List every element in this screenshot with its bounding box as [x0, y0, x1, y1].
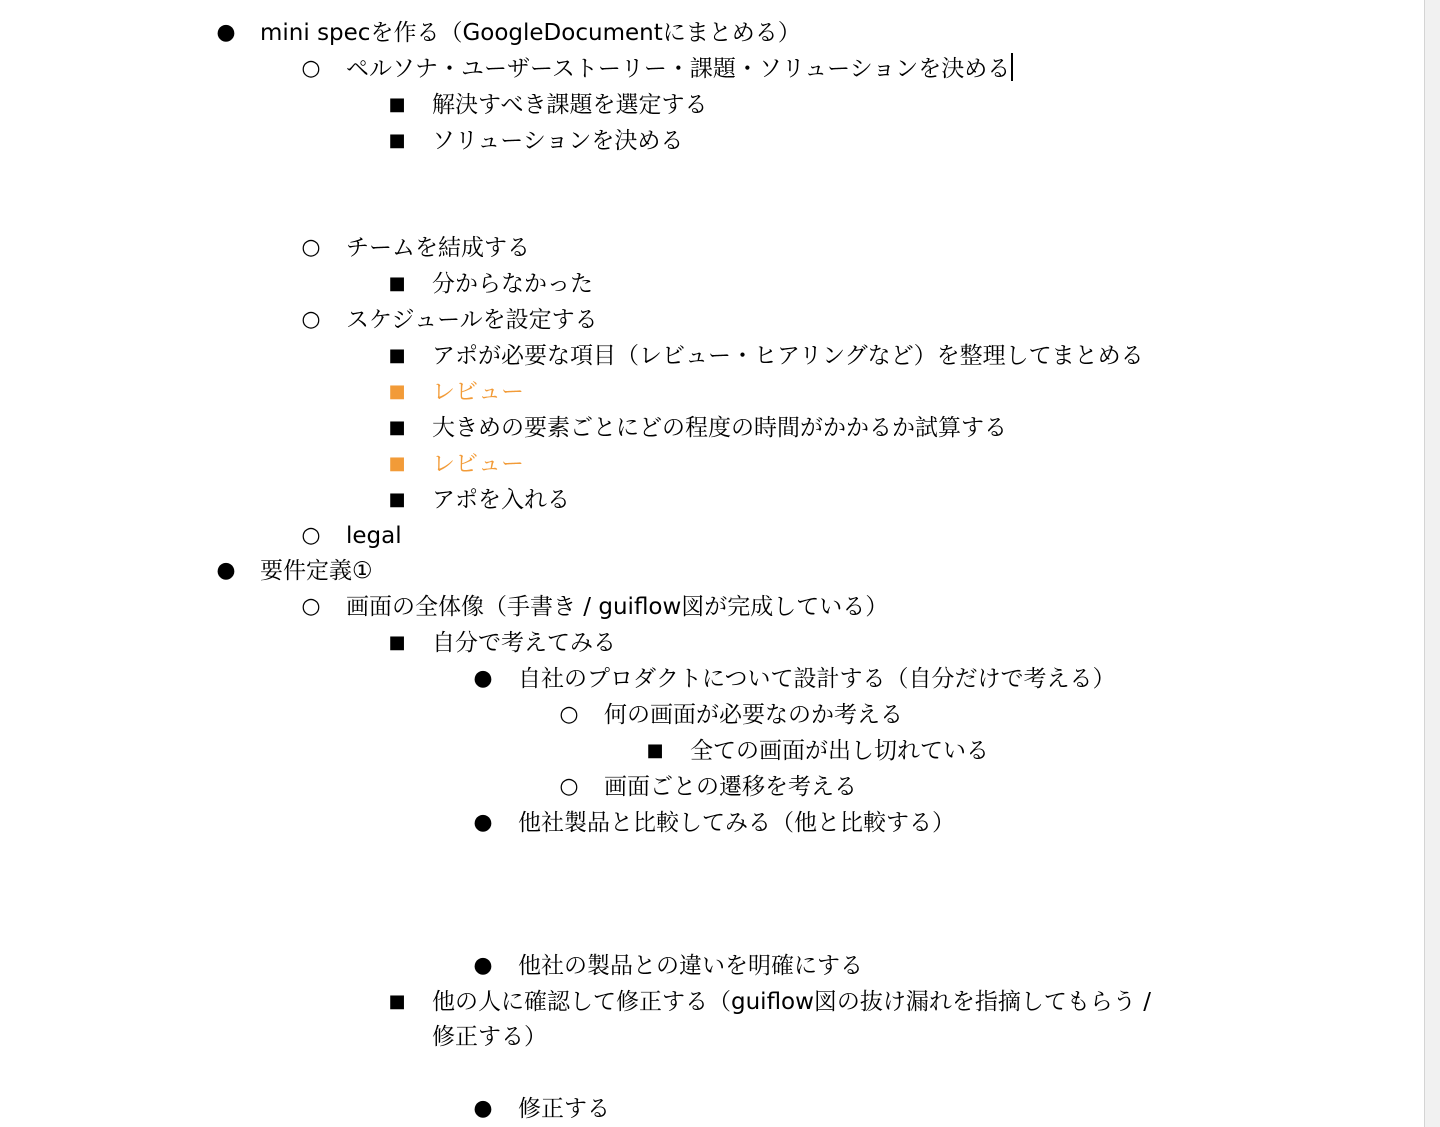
list-item-text[interactable]: mini specを作る（GoogleDocumentにまとめる） [260, 20, 801, 46]
list-item-text[interactable]: 画面の全体像（手書き / guiflow図が完成している） [346, 594, 889, 620]
list-item-text[interactable]: 分からなかった [432, 271, 593, 297]
list-item-text[interactable]: 自社のプロダクトについて設計する（自分だけで考える） [518, 666, 1116, 692]
bullet-square-icon: ■ [388, 417, 406, 438]
bullet-square-icon: ■ [388, 381, 406, 402]
bullet-square-icon: ■ [388, 489, 406, 510]
bullet-circle-icon: ○ [559, 702, 579, 727]
list-item-text[interactable]: 解決すべき課題を選定する [432, 92, 708, 118]
list-item-text[interactable]: 何の画面が必要なのか考える [604, 702, 903, 728]
list-item-text[interactable]: 全ての画面が出し切れている [690, 738, 989, 764]
bullet-square-icon: ■ [388, 632, 406, 653]
bullet-square-icon: ■ [388, 453, 406, 474]
bullet-disc-icon: ● [216, 558, 236, 583]
list-item-text[interactable]: ペルソナ・ユーザーストーリー・課題・ソリューションを決める [346, 56, 1011, 82]
bullet-circle-icon: ○ [301, 594, 321, 619]
list-item-text[interactable]: 他の人に確認して修正する（guiflow図の抜け漏れを指摘してもらう / [432, 989, 1151, 1015]
bullet-square-icon: ■ [388, 130, 406, 151]
list-item-text[interactable]: ソリューションを決める [432, 128, 684, 154]
list-item-text[interactable]: 他社の製品との違いを明確にする [518, 953, 863, 979]
text-cursor [1011, 53, 1013, 81]
list-item-text-with-cursor[interactable] [346, 51, 1013, 87]
bullet-circle-icon: ○ [301, 235, 321, 260]
bullet-disc-icon: ● [473, 666, 493, 691]
bullet-circle-icon: ○ [301, 307, 321, 332]
bullet-square-icon: ■ [388, 991, 406, 1012]
list-item-text[interactable]: 要件定義① [260, 558, 373, 584]
bullet-disc-icon: ● [473, 810, 493, 835]
bullet-circle-icon: ○ [301, 523, 321, 548]
list-item-text[interactable]: スケジュールを設定する [346, 307, 598, 333]
bullet-disc-icon: ● [473, 953, 493, 978]
list-item-text[interactable]: アポが必要な項目（レビュー・ヒアリングなど）を整理してまとめる [432, 343, 1144, 369]
list-item-text[interactable]: レビュー [432, 451, 524, 477]
bullet-square-icon: ■ [388, 273, 406, 294]
bullet-square-icon: ■ [646, 740, 664, 761]
bullet-square-icon: ■ [388, 94, 406, 115]
list-item-text[interactable]: legal [346, 523, 402, 549]
list-item-text[interactable]: 画面ごとの遷移を考える [604, 774, 857, 800]
list-item-text[interactable]: レビュー [432, 379, 524, 405]
list-item-text[interactable]: 修正する [518, 1096, 610, 1122]
list-item-text[interactable]: 他社製品と比較してみる（他と比較する） [518, 810, 955, 836]
list-item-text[interactable]: アポを入れる [432, 487, 570, 513]
list-item-text[interactable]: 修正する） [432, 1024, 547, 1050]
bullet-circle-icon: ○ [559, 774, 579, 799]
page-edge-shadow [1424, 0, 1440, 1127]
bullet-disc-icon: ● [473, 1096, 493, 1121]
list-item-text[interactable]: 自分で考えてみる [432, 630, 616, 656]
list-item-text[interactable]: 大きめの要素ごとにどの程度の時間がかかるか試算する [432, 415, 1007, 441]
bullet-disc-icon: ● [216, 20, 236, 45]
bullet-circle-icon: ○ [301, 56, 321, 81]
list-item-text[interactable]: チームを結成する [346, 235, 530, 261]
bullet-square-icon: ■ [388, 345, 406, 366]
